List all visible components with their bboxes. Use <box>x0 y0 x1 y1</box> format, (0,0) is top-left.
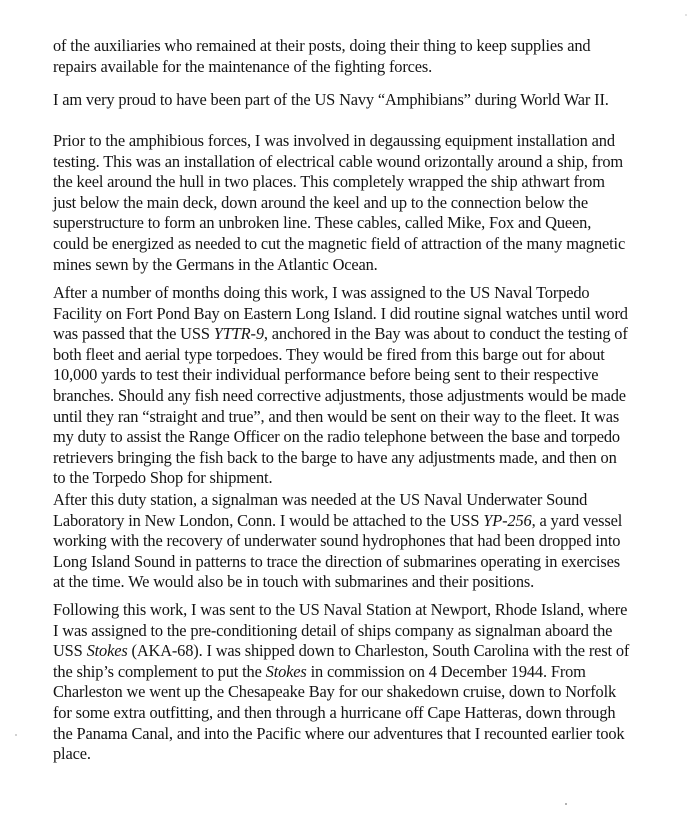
scan-speck <box>15 734 17 736</box>
text-line-with-italic <box>53 662 693 683</box>
text-run: USS <box>53 641 87 661</box>
text-line: the keel around the hull in two places. This completely wrapped the ship athwart from <box>53 172 605 192</box>
ship-name-italic: Stokes <box>265 661 307 681</box>
text-line: could be energized as needed to cut the magnetic field of attraction of the many magnetic <box>53 233 626 253</box>
text-line: Following this work, I was sent to the US Naval Station at Newport, Rhode Island, where <box>53 600 628 619</box>
text-run: Laboratory in New London, Conn. I would be attached to the USS <box>53 510 484 530</box>
text-line: Facility on Fort Pond Bay on Eastern Long Island. I did routine signal watches until word <box>53 303 628 323</box>
ship-name-italic: YTTR-9 <box>213 324 264 344</box>
text-line: Charleston we went up the Chesapeake Bay for our shakedown cruise, down to Norfolk <box>53 682 617 702</box>
text-run: (AKA-68). I was shipped down to Charleston, South Carolina with the rest of <box>127 641 630 661</box>
scan-speck <box>685 14 687 16</box>
paragraph-torpedo-facility <box>53 283 693 489</box>
text-line: for some extra outfitting, and then through a hurricane off Cape Hatteras, down through <box>53 702 616 722</box>
text-line: Long Island Sound in patterns to trace the direction of submarines operating in exercises <box>53 551 620 571</box>
text-line: Prior to the amphibious forces, I was involved in degaussing equipment installation and <box>53 131 615 150</box>
ship-name-italic: Stokes <box>86 641 128 661</box>
text-line: to the Torpedo Shop for shipment. <box>53 468 273 488</box>
paragraph-amphibians <box>53 90 693 111</box>
text-line: I was assigned to the pre-conditioning detail of ships company as signalman aboard the <box>53 620 613 640</box>
text-line: both fleet and aerial type torpedoes. They would be fired from this barge out for about <box>53 344 605 364</box>
ship-name-italic: YP-256 <box>483 510 532 530</box>
text-line: After this duty station, a signalman was needed at the US Naval Underwater Sound <box>53 490 588 509</box>
text-line: I am very proud to have been part of the US Navy “Amphibians” during World War II. <box>53 90 609 109</box>
text-line: retrievers bringing the fish back to the barge to have any adjustments made, and then on <box>53 447 617 467</box>
text-run: , a yard vessel <box>531 510 623 530</box>
text-line: branches. Should any fish need corrective adjustments, those adjustments would be made <box>53 385 626 405</box>
text-line: just below the main deck, down around the keel and up to the connection below the <box>53 192 588 212</box>
paragraph-degaussing <box>53 131 693 275</box>
text-line: place. <box>53 744 91 764</box>
text-run: was passed that the USS <box>53 324 214 344</box>
text-run: the ship’s complement to put the <box>53 661 266 681</box>
text-line: superstructure to form an unbroken line. These cables, called Mike, Fox and Queen, <box>53 213 592 233</box>
scan-speck <box>565 803 567 805</box>
paragraph-sound-laboratory <box>53 490 693 593</box>
text-line: mines sewn by the Germans in the Atlantic Ocean. <box>53 254 378 274</box>
paragraph-newport-stokes <box>53 600 693 765</box>
text-line-with-italic <box>53 511 693 532</box>
text-line: at the time. We would also be in touch with submarines and their positions. <box>53 572 535 592</box>
text-line: repairs available for the maintenance of the fighting forces. <box>53 56 433 76</box>
text-line: After a number of months doing this work, I was assigned to the US Naval Torpedo <box>53 283 590 302</box>
text-line: 10,000 yards to test their individual performance before being sent to their respective <box>53 365 599 385</box>
text-line-with-italic <box>53 641 693 662</box>
text-run: in commission on 4 December 1944. From <box>306 661 586 681</box>
text-line: my duty to assist the Range Officer on the radio telephone between the base and torpedo <box>53 427 620 447</box>
text-line: of the auxiliaries who remained at their posts, doing their thing to keep supplies and <box>53 36 591 55</box>
text-line: until they ran “straight and true”, and then would be sent on their way to the fleet. It was <box>53 406 620 426</box>
text-line-with-italic <box>53 324 693 345</box>
text-line: the Panama Canal, and into the Pacific where our adventures that I recounted earlier took <box>53 723 625 743</box>
text-run: , anchored in the Bay was about to conduct the testing of <box>263 324 628 344</box>
text-line: testing. This was an installation of electrical cable wound orizontally around a ship, from <box>53 151 624 171</box>
text-line: working with the recovery of underwater sound hydrophones that had been dropped into <box>53 531 621 551</box>
paragraph-auxiliaries <box>53 36 693 77</box>
